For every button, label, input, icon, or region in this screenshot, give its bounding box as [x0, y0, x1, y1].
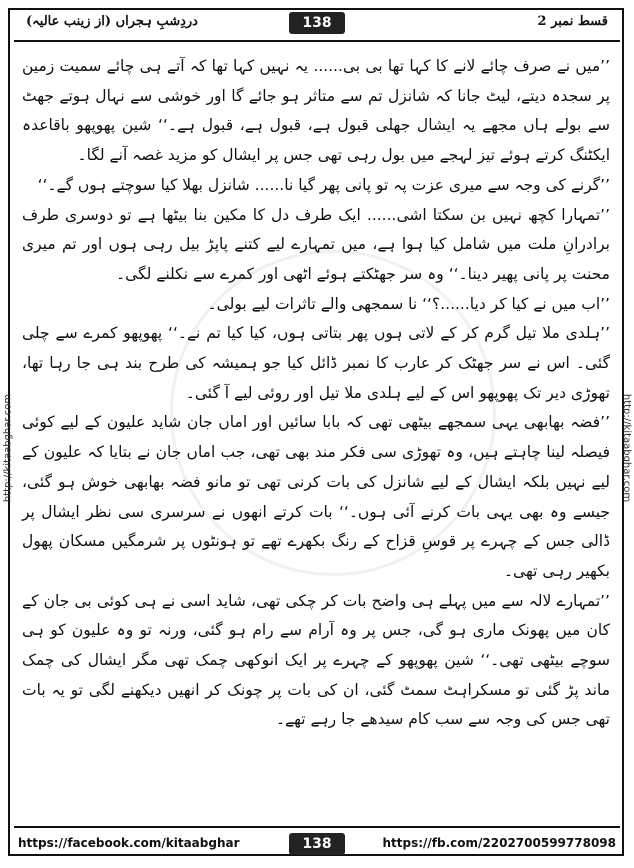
paragraph: ’’گرنے کی وجہ سے میری عزت پہ تو پانی پھر گیا نا...... شانزل بھلا کیا سوچتے ہوں گے۔‘‘ — [37, 175, 610, 194]
facebook-link-right[interactable]: https://fb.com/2202700599778098 — [382, 836, 616, 850]
paragraph: ’’اب میں نے کیا کر دیا......؟‘‘ نا سمجھی والے تاثرات لیے بولی۔ — [207, 294, 610, 313]
paragraph: ’’میں نے صرف چائے لانے کا کہا تھا بی بی...... یہ نہیں کہا تھا کہ آتے ہی چائے سمیت زمین پر سجدہ دیتے، لیٹ جانا کہ شانزل تم سے متاثر ہو جائے گا اور خوشی سے نہال ہوتے جھٹ سے بولے ہاں مجھے یہ ایشال جھلی قبول ہے، قبول ہے، قبول ہے۔‘‘ شین پھوپھو باقاعدہ ایکٹنگ کرتے ہوئے تیز لہجے میں بول رہی تھی جس پر ایشال کو مزید غصہ آنے لگا۔ — [22, 57, 610, 165]
paragraph: ’’فضہ بھابھی یہی سمجھے بیٹھی تھی کہ بابا سائیں اور اماں جان شاید علیون کے لیے کوئی فیصلہ لینا چاہتے ہیں، وہ تھوڑی سی فکر مند بھی تھی، جب اماں جان نے بتایا کہ علیون کے لیے نہیں بلکہ ایشال کے لیے شانزل کی بات کرنی تھی تو مانو فضہ بھابھی خوش ہو گئی، جیسے وہ بھی یہی بات کرنے آئی ہوں۔‘‘ بات کرتے انھوں نے سرسری سی نظر ایشال پر ڈالی جس کے چہرے پر قوسِ قزاح کے رنگ بکھرے تھے تو ہونٹوں پر شرمگیں مسکان پھول بکھیر رہی تھی۔ — [22, 413, 610, 580]
paragraph: ’’ہلدی ملا تیل گرم کر کے لاتی ہوں پھر بتاتی ہوں، کیا کیا تم نے۔‘‘ پھوپھو کمرے سے چلی گئی۔ اس نے سر جھٹک کر عارب کا نمبر ڈائل کیا جو ہمیشہ کی طرح بند ہی جا رہا تھا، تھوڑی دیر تک پھوپھو اس کے لیے ہلدی ملا تیل اور روئی لیے آ گئی۔ — [22, 324, 610, 402]
book-title: دردِشبِ ہجراں (از زینب عالیہ) — [26, 14, 198, 29]
paragraph: ’’تمہارے لالہ سے میں پہلے ہی واضح بات کر چکی تھی، شاید اسی نے ہی کوئی بی جان کے کان میں پھونک ماری ہو گی، جس پر وہ آرام سے رام ہو گئی، ورنہ تو وہ علیون کو ہی سوچے بیٹھی تھی۔‘‘ شین پھوپھو کے چہرے پر ایک انوکھی چمک تھی مگر ایشال کی چمک ماند پڑ گئی تو مسکراہٹ سمٹ گئی، ان کی بات پر چونک کر انھیں دیکھنے لگی تو یہ بات تھی جس کی وجہ سے سب کام سیدھے جا رہے تھے۔ — [22, 591, 610, 729]
footer-rule — [14, 826, 620, 828]
facebook-link-left[interactable]: https://facebook.com/kitaabghar — [18, 836, 240, 850]
episode-label: قسط نمبر 2 — [537, 14, 608, 29]
page-number-top: 138 — [289, 12, 345, 34]
page-footer — [14, 832, 620, 856]
page-number-bottom: 138 — [289, 833, 345, 855]
paragraph: ’’تمہارا کچھ نہیں بن سکتا اشی...... ایک طرف دل کا مکین بنا بیٹھا ہے تو دوسری طرف برادرانِ ملت میں شامل کیا ہوا ہے، میں تمہارے لیے کتنے پاپڑ بیل رہی ہوں اور تم میری محنت پر پانی پھیر دینا۔‘‘ وہ سر جھٹکتے ہوئے اٹھی اور کمرے سے نکلنے لگی۔ — [22, 205, 610, 283]
side-link-left[interactable]: http://kitaabghar.com — [2, 393, 14, 503]
side-link-right[interactable]: http://kitaabghar.com — [620, 393, 632, 503]
page-header — [14, 10, 620, 38]
header-rule — [14, 40, 620, 42]
story-text — [22, 52, 610, 822]
